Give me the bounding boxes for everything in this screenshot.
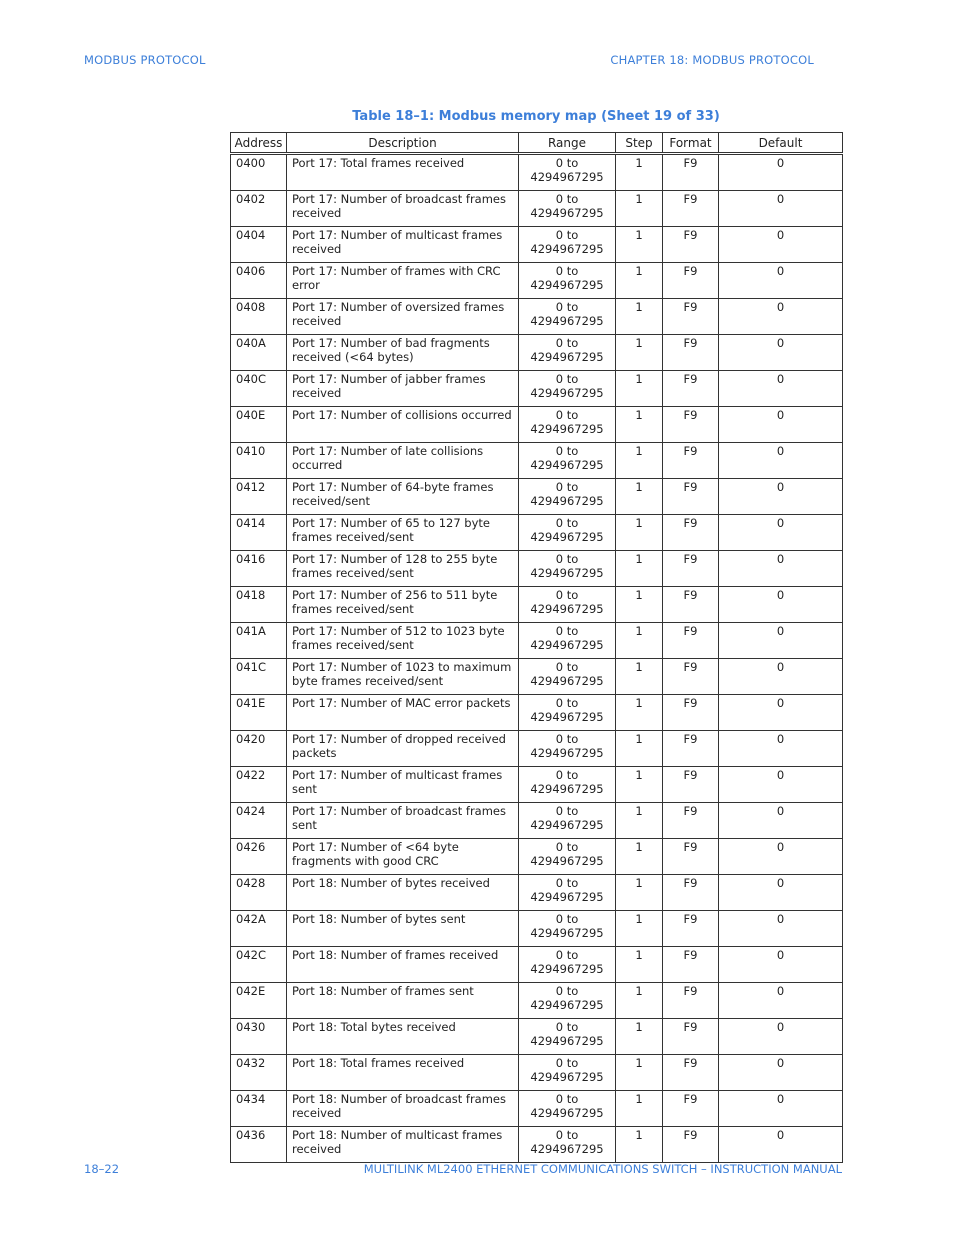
format-cell: F9 bbox=[663, 154, 719, 191]
format-cell: F9 bbox=[663, 839, 719, 875]
range-cell: 0 to 4294967295 bbox=[519, 587, 616, 623]
default-cell: 0 bbox=[719, 803, 843, 839]
default-cell: 0 bbox=[719, 1019, 843, 1055]
format-cell: F9 bbox=[663, 911, 719, 947]
table-row bbox=[231, 839, 843, 875]
modbus-memory-map-table bbox=[230, 132, 843, 1163]
description-cell: Port 18: Number of broadcast frames received bbox=[287, 1091, 519, 1127]
description-cell: Port 17: Number of frames with CRC error bbox=[287, 263, 519, 299]
default-cell: 0 bbox=[719, 299, 843, 335]
default-cell: 0 bbox=[719, 1055, 843, 1091]
address-cell: 0418 bbox=[231, 587, 287, 623]
address-cell: 040E bbox=[231, 407, 287, 443]
format-cell: F9 bbox=[663, 227, 719, 263]
description-cell: Port 17: Number of 128 to 255 byte frames received/sent bbox=[287, 551, 519, 587]
range-cell: 0 to 4294967295 bbox=[519, 371, 616, 407]
step-cell: 1 bbox=[616, 767, 663, 803]
column-header-address: Address bbox=[231, 133, 287, 154]
description-cell: Port 17: Number of dropped received packets bbox=[287, 731, 519, 767]
address-cell: 0412 bbox=[231, 479, 287, 515]
address-cell: 042A bbox=[231, 911, 287, 947]
format-cell: F9 bbox=[663, 767, 719, 803]
table-row bbox=[231, 299, 843, 335]
table-row bbox=[231, 515, 843, 551]
table-row bbox=[231, 1055, 843, 1091]
step-cell: 1 bbox=[616, 1091, 663, 1127]
table-row bbox=[231, 479, 843, 515]
description-cell: Port 18: Number of bytes received bbox=[287, 875, 519, 911]
address-cell: 041C bbox=[231, 659, 287, 695]
step-cell: 1 bbox=[616, 551, 663, 587]
address-cell: 0432 bbox=[231, 1055, 287, 1091]
format-cell: F9 bbox=[663, 623, 719, 659]
format-cell: F9 bbox=[663, 1019, 719, 1055]
range-cell: 0 to 4294967295 bbox=[519, 911, 616, 947]
format-cell: F9 bbox=[663, 335, 719, 371]
step-cell: 1 bbox=[616, 299, 663, 335]
range-cell: 0 to 4294967295 bbox=[519, 407, 616, 443]
address-cell: 041A bbox=[231, 623, 287, 659]
table-header-row bbox=[231, 133, 843, 154]
format-cell: F9 bbox=[663, 947, 719, 983]
step-cell: 1 bbox=[616, 623, 663, 659]
address-cell: 0414 bbox=[231, 515, 287, 551]
step-cell: 1 bbox=[616, 1019, 663, 1055]
default-cell: 0 bbox=[719, 767, 843, 803]
range-cell: 0 to 4294967295 bbox=[519, 1019, 616, 1055]
table-caption: Table 18–1: Modbus memory map (Sheet 19 of 33) bbox=[352, 109, 720, 124]
address-cell: 040C bbox=[231, 371, 287, 407]
table-row bbox=[231, 263, 843, 299]
table-row bbox=[231, 154, 843, 191]
default-cell: 0 bbox=[719, 407, 843, 443]
format-cell: F9 bbox=[663, 1055, 719, 1091]
column-header-description: Description bbox=[287, 133, 519, 154]
column-header-range: Range bbox=[519, 133, 616, 154]
default-cell: 0 bbox=[719, 227, 843, 263]
range-cell: 0 to 4294967295 bbox=[519, 731, 616, 767]
address-cell: 0410 bbox=[231, 443, 287, 479]
step-cell: 1 bbox=[616, 659, 663, 695]
table-row bbox=[231, 695, 843, 731]
range-cell: 0 to 4294967295 bbox=[519, 875, 616, 911]
description-cell: Port 17: Number of broadcast frames sent bbox=[287, 803, 519, 839]
address-cell: 0434 bbox=[231, 1091, 287, 1127]
step-cell: 1 bbox=[616, 875, 663, 911]
table-row bbox=[231, 443, 843, 479]
step-cell: 1 bbox=[616, 731, 663, 767]
address-cell: 0424 bbox=[231, 803, 287, 839]
default-cell: 0 bbox=[719, 263, 843, 299]
description-cell: Port 18: Total frames received bbox=[287, 1055, 519, 1091]
table-row bbox=[231, 1127, 843, 1163]
default-cell: 0 bbox=[719, 695, 843, 731]
description-cell: Port 17: Total frames received bbox=[287, 154, 519, 191]
description-cell: Port 18: Number of bytes sent bbox=[287, 911, 519, 947]
step-cell: 1 bbox=[616, 587, 663, 623]
range-cell: 0 to 4294967295 bbox=[519, 623, 616, 659]
step-cell: 1 bbox=[616, 1127, 663, 1163]
default-cell: 0 bbox=[719, 875, 843, 911]
address-cell: 0428 bbox=[231, 875, 287, 911]
table-row bbox=[231, 1019, 843, 1055]
table-row bbox=[231, 371, 843, 407]
range-cell: 0 to 4294967295 bbox=[519, 839, 616, 875]
format-cell: F9 bbox=[663, 803, 719, 839]
running-header-right: CHAPTER 18: MODBUS PROTOCOL bbox=[610, 53, 814, 67]
default-cell: 0 bbox=[719, 983, 843, 1019]
step-cell: 1 bbox=[616, 947, 663, 983]
description-cell: Port 17: Number of 64-byte frames received/sent bbox=[287, 479, 519, 515]
description-cell: Port 17: Number of collisions occurred bbox=[287, 407, 519, 443]
range-cell: 0 to 4294967295 bbox=[519, 983, 616, 1019]
range-cell: 0 to 4294967295 bbox=[519, 767, 616, 803]
step-cell: 1 bbox=[616, 443, 663, 479]
format-cell: F9 bbox=[663, 479, 719, 515]
manual-title: MULTILINK ML2400 ETHERNET COMMUNICATIONS SWITCH – INSTRUCTION MANUAL bbox=[363, 1162, 842, 1176]
description-cell: Port 17: Number of 512 to 1023 byte frames received/sent bbox=[287, 623, 519, 659]
default-cell: 0 bbox=[719, 839, 843, 875]
table-row bbox=[231, 335, 843, 371]
step-cell: 1 bbox=[616, 371, 663, 407]
step-cell: 1 bbox=[616, 911, 663, 947]
address-cell: 040A bbox=[231, 335, 287, 371]
default-cell: 0 bbox=[719, 911, 843, 947]
address-cell: 0426 bbox=[231, 839, 287, 875]
address-cell: 041E bbox=[231, 695, 287, 731]
range-cell: 0 to 4294967295 bbox=[519, 299, 616, 335]
description-cell: Port 17: Number of <64 byte fragments with good CRC bbox=[287, 839, 519, 875]
default-cell: 0 bbox=[719, 551, 843, 587]
default-cell: 0 bbox=[719, 335, 843, 371]
range-cell: 0 to 4294967295 bbox=[519, 1127, 616, 1163]
default-cell: 0 bbox=[719, 731, 843, 767]
description-cell: Port 18: Number of frames received bbox=[287, 947, 519, 983]
description-cell: Port 17: Number of bad fragments received (<64 bytes) bbox=[287, 335, 519, 371]
default-cell: 0 bbox=[719, 371, 843, 407]
description-cell: Port 17: Number of multicast frames received bbox=[287, 227, 519, 263]
default-cell: 0 bbox=[719, 479, 843, 515]
format-cell: F9 bbox=[663, 263, 719, 299]
description-cell: Port 17: Number of 256 to 511 byte frames received/sent bbox=[287, 587, 519, 623]
table-row bbox=[231, 551, 843, 587]
default-cell: 0 bbox=[719, 515, 843, 551]
address-cell: 0430 bbox=[231, 1019, 287, 1055]
page-number: 18–22 bbox=[84, 1162, 120, 1176]
range-cell: 0 to 4294967295 bbox=[519, 227, 616, 263]
range-cell: 0 to 4294967295 bbox=[519, 803, 616, 839]
address-cell: 0400 bbox=[231, 154, 287, 191]
description-cell: Port 18: Total bytes received bbox=[287, 1019, 519, 1055]
format-cell: F9 bbox=[663, 515, 719, 551]
range-cell: 0 to 4294967295 bbox=[519, 263, 616, 299]
column-header-format: Format bbox=[663, 133, 719, 154]
table-body bbox=[231, 154, 843, 1163]
range-cell: 0 to 4294967295 bbox=[519, 695, 616, 731]
format-cell: F9 bbox=[663, 587, 719, 623]
format-cell: F9 bbox=[663, 731, 719, 767]
description-cell: Port 17: Number of 1023 to maximum byte frames received/sent bbox=[287, 659, 519, 695]
range-cell: 0 to 4294967295 bbox=[519, 443, 616, 479]
range-cell: 0 to 4294967295 bbox=[519, 1091, 616, 1127]
table-row bbox=[231, 947, 843, 983]
address-cell: 0408 bbox=[231, 299, 287, 335]
default-cell: 0 bbox=[719, 587, 843, 623]
format-cell: F9 bbox=[663, 659, 719, 695]
default-cell: 0 bbox=[719, 154, 843, 191]
table-row bbox=[231, 1091, 843, 1127]
range-cell: 0 to 4294967295 bbox=[519, 947, 616, 983]
format-cell: F9 bbox=[663, 551, 719, 587]
step-cell: 1 bbox=[616, 154, 663, 191]
description-cell: Port 17: Number of late collisions occurred bbox=[287, 443, 519, 479]
description-cell: Port 17: Number of multicast frames sent bbox=[287, 767, 519, 803]
table-row bbox=[231, 227, 843, 263]
column-header-default: Default bbox=[719, 133, 843, 154]
step-cell: 1 bbox=[616, 515, 663, 551]
format-cell: F9 bbox=[663, 695, 719, 731]
step-cell: 1 bbox=[616, 227, 663, 263]
default-cell: 0 bbox=[719, 623, 843, 659]
format-cell: F9 bbox=[663, 407, 719, 443]
column-header-step: Step bbox=[616, 133, 663, 154]
range-cell: 0 to 4294967295 bbox=[519, 479, 616, 515]
address-cell: 0416 bbox=[231, 551, 287, 587]
step-cell: 1 bbox=[616, 803, 663, 839]
default-cell: 0 bbox=[719, 443, 843, 479]
table-row bbox=[231, 623, 843, 659]
format-cell: F9 bbox=[663, 875, 719, 911]
description-cell: Port 18: Number of frames sent bbox=[287, 983, 519, 1019]
address-cell: 0422 bbox=[231, 767, 287, 803]
table-row bbox=[231, 587, 843, 623]
range-cell: 0 to 4294967295 bbox=[519, 154, 616, 191]
format-cell: F9 bbox=[663, 299, 719, 335]
table-row bbox=[231, 407, 843, 443]
step-cell: 1 bbox=[616, 479, 663, 515]
range-cell: 0 to 4294967295 bbox=[519, 515, 616, 551]
range-cell: 0 to 4294967295 bbox=[519, 335, 616, 371]
description-cell: Port 18: Number of multicast frames received bbox=[287, 1127, 519, 1163]
description-cell: Port 17: Number of oversized frames received bbox=[287, 299, 519, 335]
step-cell: 1 bbox=[616, 983, 663, 1019]
range-cell: 0 to 4294967295 bbox=[519, 659, 616, 695]
table-row bbox=[231, 983, 843, 1019]
step-cell: 1 bbox=[616, 695, 663, 731]
step-cell: 1 bbox=[616, 407, 663, 443]
range-cell: 0 to 4294967295 bbox=[519, 551, 616, 587]
table-row bbox=[231, 659, 843, 695]
table-row bbox=[231, 191, 843, 227]
format-cell: F9 bbox=[663, 983, 719, 1019]
address-cell: 0406 bbox=[231, 263, 287, 299]
format-cell: F9 bbox=[663, 371, 719, 407]
address-cell: 0420 bbox=[231, 731, 287, 767]
step-cell: 1 bbox=[616, 191, 663, 227]
step-cell: 1 bbox=[616, 263, 663, 299]
description-cell: Port 17: Number of 65 to 127 byte frames received/sent bbox=[287, 515, 519, 551]
description-cell: Port 17: Number of broadcast frames received bbox=[287, 191, 519, 227]
description-cell: Port 17: Number of MAC error packets bbox=[287, 695, 519, 731]
format-cell: F9 bbox=[663, 443, 719, 479]
format-cell: F9 bbox=[663, 1091, 719, 1127]
address-cell: 042C bbox=[231, 947, 287, 983]
range-cell: 0 to 4294967295 bbox=[519, 191, 616, 227]
table-row bbox=[231, 803, 843, 839]
table-row bbox=[231, 911, 843, 947]
step-cell: 1 bbox=[616, 1055, 663, 1091]
running-header-left: MODBUS PROTOCOL bbox=[84, 53, 206, 67]
address-cell: 0436 bbox=[231, 1127, 287, 1163]
address-cell: 042E bbox=[231, 983, 287, 1019]
format-cell: F9 bbox=[663, 191, 719, 227]
range-cell: 0 to 4294967295 bbox=[519, 1055, 616, 1091]
table-row bbox=[231, 875, 843, 911]
description-cell: Port 17: Number of jabber frames received bbox=[287, 371, 519, 407]
table-row bbox=[231, 731, 843, 767]
step-cell: 1 bbox=[616, 335, 663, 371]
default-cell: 0 bbox=[719, 191, 843, 227]
format-cell: F9 bbox=[663, 1127, 719, 1163]
address-cell: 0404 bbox=[231, 227, 287, 263]
default-cell: 0 bbox=[719, 659, 843, 695]
address-cell: 0402 bbox=[231, 191, 287, 227]
default-cell: 0 bbox=[719, 1127, 843, 1163]
default-cell: 0 bbox=[719, 947, 843, 983]
default-cell: 0 bbox=[719, 1091, 843, 1127]
step-cell: 1 bbox=[616, 839, 663, 875]
table-row bbox=[231, 767, 843, 803]
